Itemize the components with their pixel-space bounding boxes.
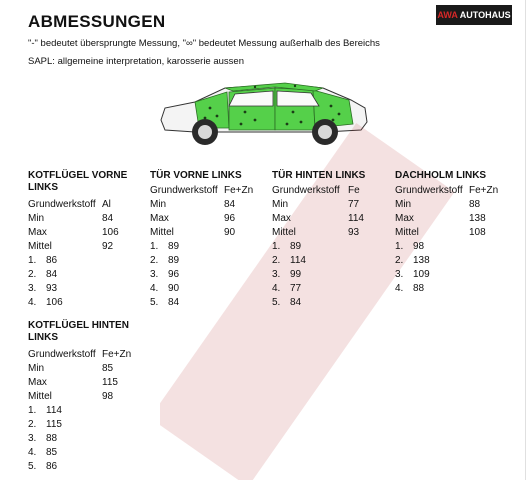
sapl-note: SAPL: allgemeine interpretation, karosserie aussen: [28, 56, 244, 67]
measurement-row: 4. 88: [395, 283, 425, 294]
min-row: Min 88: [395, 199, 481, 210]
section-title: KOTFLÜGEL HINTEN LINKS: [28, 320, 129, 343]
measurement-row: 2. 89: [150, 255, 180, 266]
autohaus-logo: [436, 5, 512, 25]
measurement-row: 4. 106: [28, 297, 63, 308]
page-title: ABMESSUNGEN: [28, 12, 166, 31]
measurement-row: 4. 85: [28, 447, 58, 458]
measurement-row: 5. 84: [150, 297, 180, 308]
min-row: Min 84: [28, 213, 114, 224]
legend-note: "-" bedeutet übersprungte Messung, "∞" bedeutet Messung außerhalb des Bereichs: [28, 38, 380, 49]
measurement-row: 1. 89: [272, 241, 302, 252]
measurement-row: 2. 114: [272, 255, 306, 266]
measurement-row: 3. 88: [28, 433, 58, 444]
section-title: DACHHOLM LINKS: [395, 170, 487, 181]
logo-mark: AWA: [437, 10, 458, 20]
measurement-row: 3. 109: [395, 269, 430, 280]
section-title: TÜR VORNE LINKS: [150, 170, 242, 181]
min-row: Min 85: [28, 363, 114, 374]
avg-row: Mittel 108: [395, 227, 486, 238]
measurement-row: 2. 138: [395, 255, 430, 266]
avg-row: Mittel 90: [150, 227, 236, 238]
substrate-row: Grundwerkstoff Fe+Zn: [150, 185, 254, 196]
measurement-row: 1. 86: [28, 255, 58, 266]
measurement-row: 2. 115: [28, 419, 62, 430]
min-row: Min 84: [150, 199, 236, 210]
substrate-row: Grundwerkstoff Fe+Zn: [395, 185, 499, 196]
measurement-row: 1. 98: [395, 241, 425, 252]
max-row: Max 115: [28, 377, 118, 388]
section-kotfluegel-hinten: [28, 320, 143, 474]
measurement-row: 3. 96: [150, 269, 180, 280]
logo-wordmark: AUTOHAUS: [459, 10, 511, 20]
measurement-row: 3. 93: [28, 283, 58, 294]
car-side-diagram: [155, 78, 375, 148]
measurement-row: 3. 99: [272, 269, 302, 280]
substrate-row: Grundwerkstoff Fe: [272, 185, 360, 196]
measurement-row: 1. 114: [28, 405, 62, 416]
max-row: Max 96: [150, 213, 236, 224]
avg-row: Mittel 98: [28, 391, 114, 402]
section-kotfluegel-vorne: [28, 170, 143, 310]
max-row: Max 106: [28, 227, 119, 238]
section-dachholm: [395, 170, 510, 296]
measurement-row: 1. 89: [150, 241, 180, 252]
min-row: Min 77: [272, 199, 360, 210]
section-tuer-vorne: [150, 170, 265, 310]
measurement-row: 4. 90: [150, 283, 180, 294]
avg-row: Mittel 92: [28, 241, 114, 252]
section-title: KOTFLÜGEL VORNE LINKS: [28, 170, 128, 193]
section-tuer-hinten: [272, 170, 387, 310]
section-title: TÜR HINTEN LINKS: [272, 170, 366, 181]
measurement-row: 5. 84: [272, 297, 302, 308]
max-row: Max 138: [395, 213, 486, 224]
substrate-row: Grundwerkstoff Al: [28, 199, 111, 210]
measurement-row: 4. 77: [272, 283, 302, 294]
measurement-row: 2. 84: [28, 269, 58, 280]
substrate-row: Grundwerkstoff Fe+Zn: [28, 349, 132, 360]
max-row: Max 114: [272, 213, 364, 224]
measurement-row: 5. 86: [28, 461, 58, 472]
avg-row: Mittel 93: [272, 227, 360, 238]
